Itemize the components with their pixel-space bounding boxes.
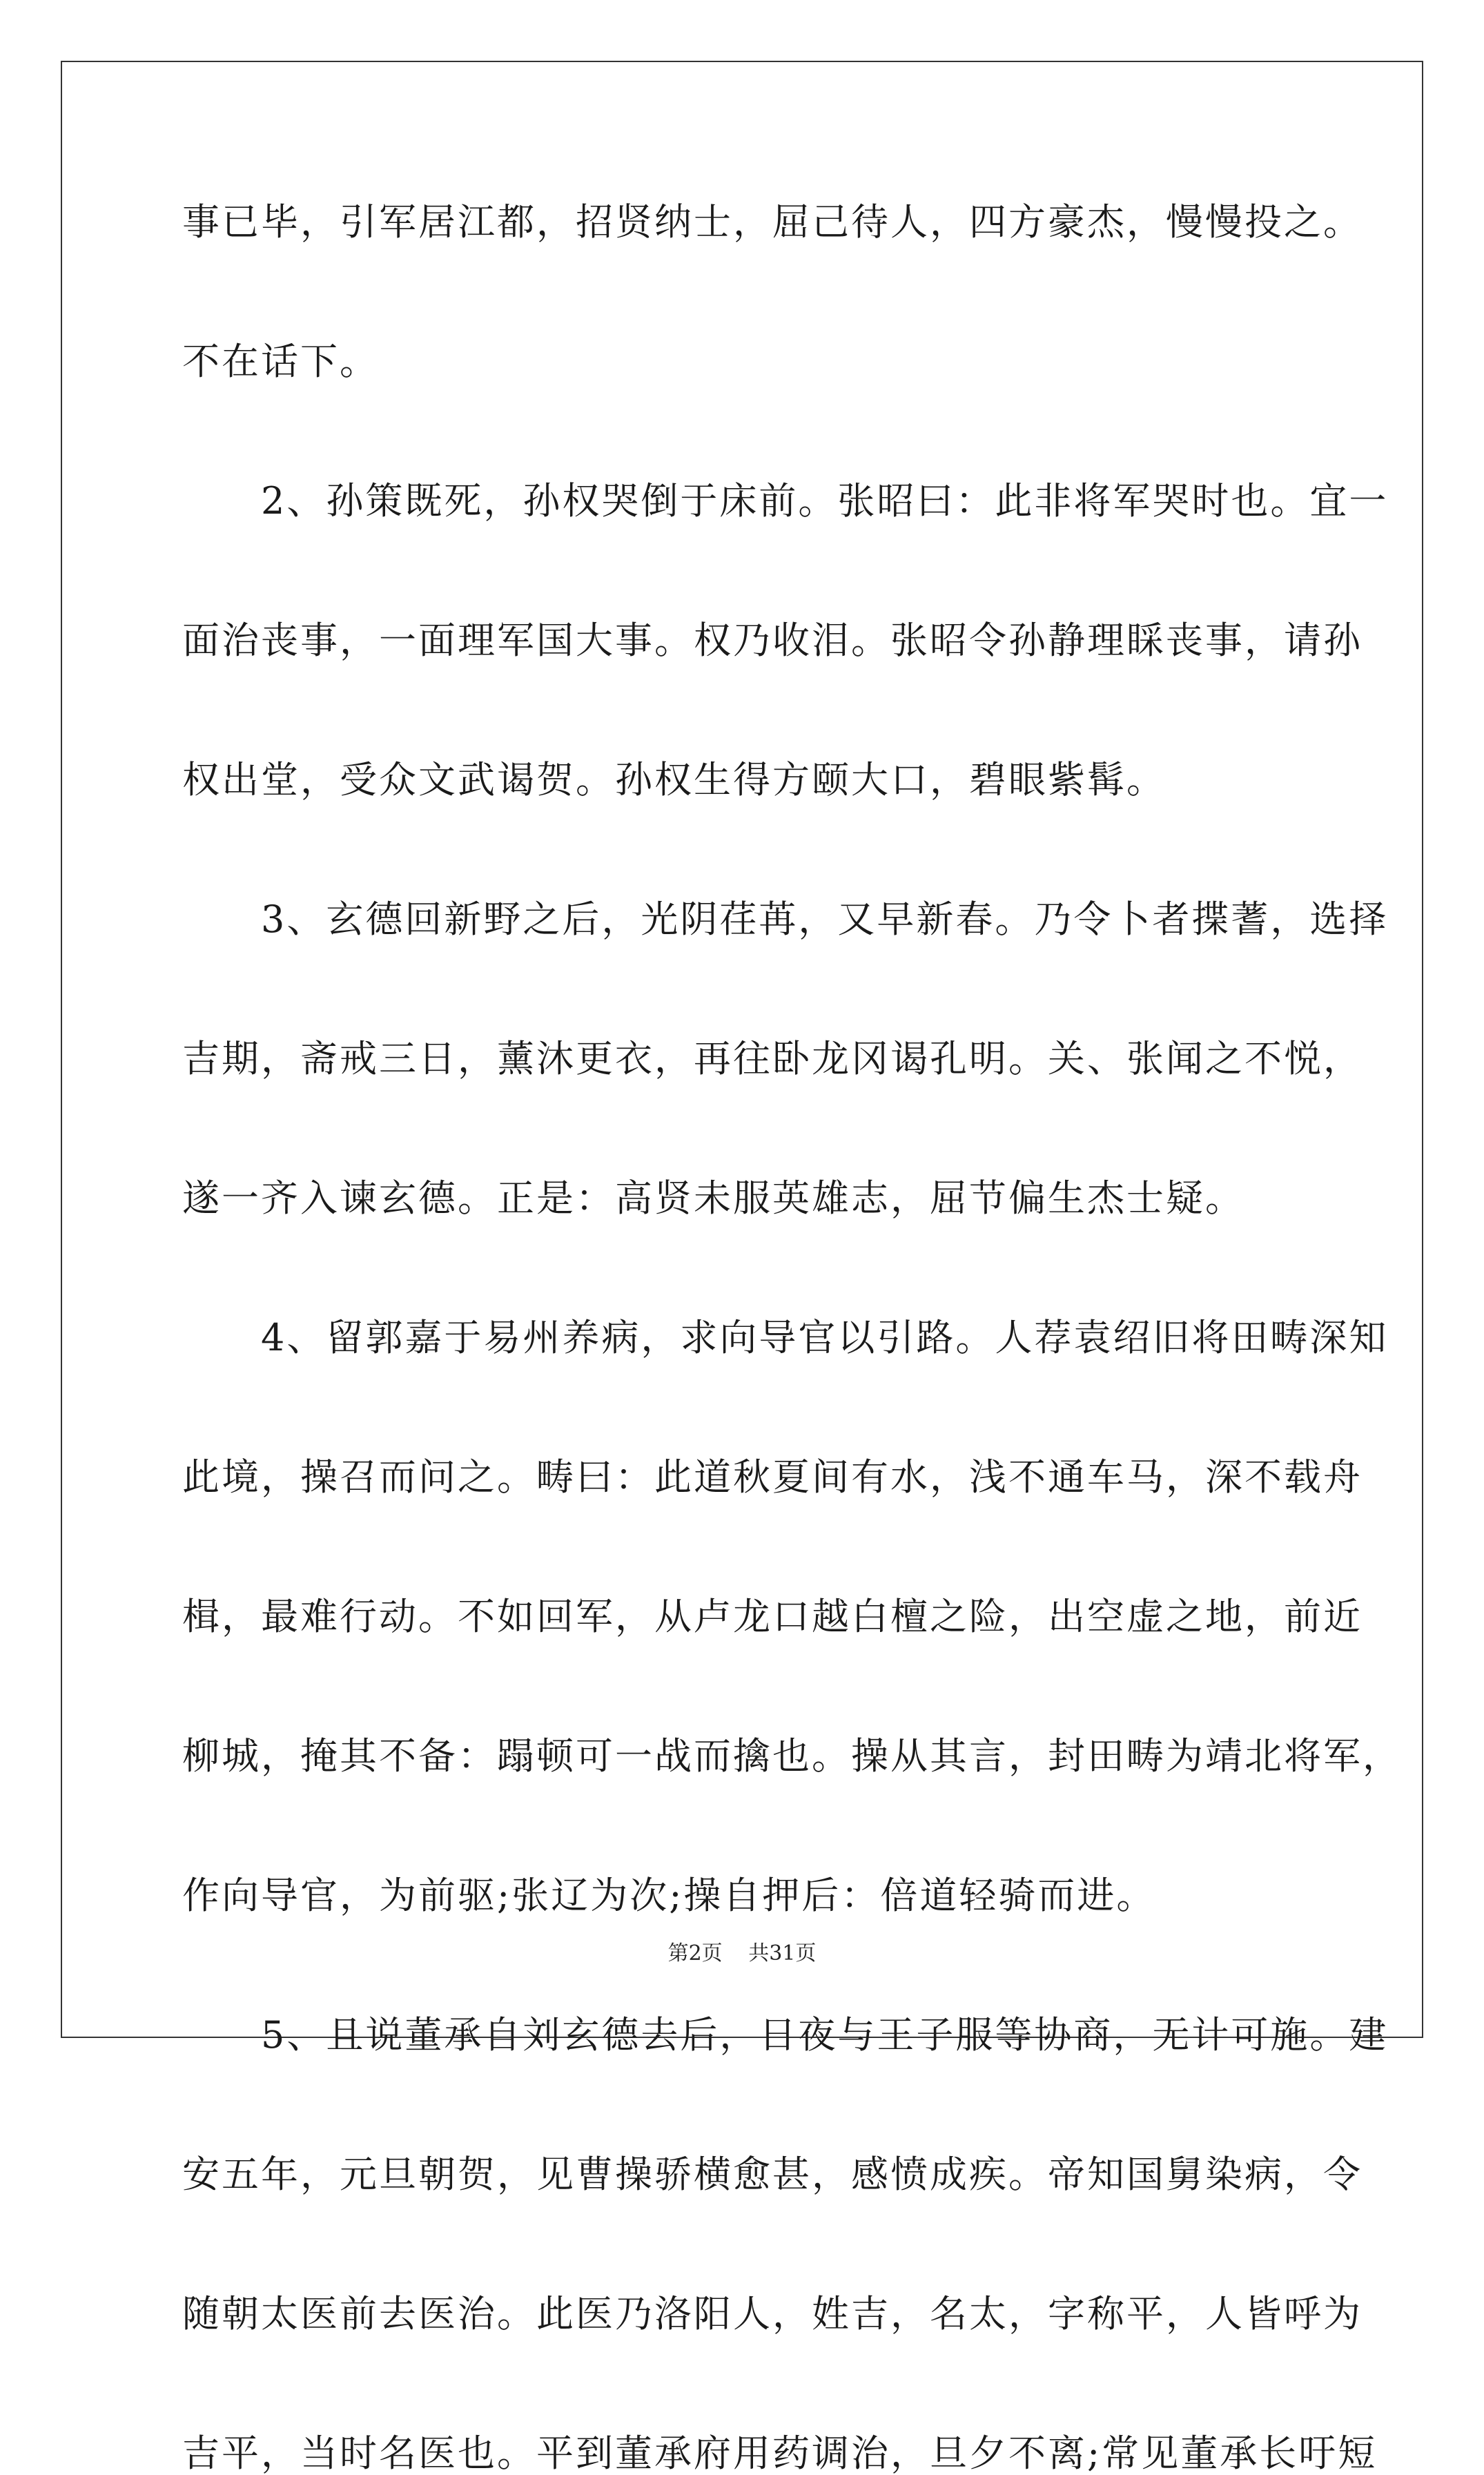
text-line: 吉期，斋戒三日，薰沐更衣，再往卧龙冈谒孔明。关、张闻之不悦， — [182, 1037, 1363, 1080]
page-footer — [0, 1941, 1484, 1966]
text-line: 2、孙策既死，孙权哭倒于床前。张昭曰：此非将军哭时也。宜一 — [182, 479, 1389, 523]
text-line: 吉平，当时名医也。平到董承府用药调治，旦夕不离;常见董承长吁短 — [182, 2432, 1378, 2475]
text-line: 事已毕，引军居江都，招贤纳士，屈己待人，四方豪杰，慢慢投之。 — [182, 200, 1363, 244]
text-line: 遂一齐入谏玄德。正是：高贤未服英雄志，屈节偏生杰士疑。 — [182, 1176, 1244, 1220]
page-number: 第2页 — [667, 1941, 723, 1966]
text-line: 5、且说董承自刘玄德去后，日夜与王子服等协商，无计可施。建 — [182, 2013, 1389, 2057]
text-line: 楫，最难行动。不如回军，从卢龙口越白檀之险，出空虚之地，前近 — [182, 1595, 1363, 1638]
text-line: 作向导官，为前驱;张辽为次;操自押后：倍道轻骑而进。 — [182, 1874, 1156, 1917]
text-line: 随朝太医前去医治。此医乃洛阳人，姓吉，名太，字称平，人皆呼为 — [182, 2292, 1363, 2336]
text-line: 此境，操召而问之。畴曰：此道秋夏间有水，浅不通车马，深不载舟 — [182, 1455, 1363, 1499]
text-line: 权出堂，受众文武谒贺。孙权生得方颐大口，碧眼紫髯。 — [182, 758, 1166, 802]
page-total: 共31页 — [748, 1941, 817, 1966]
text-line: 3、玄德回新野之后，光阴荏苒，又早新春。乃令卜者揲蓍，选择 — [182, 897, 1389, 941]
text-line: 面治丧事，一面理军国大事。权乃收泪。张昭令孙静理睬丧事，请孙 — [182, 619, 1363, 662]
text-line: 4、留郭嘉于易州养病，求向导官以引路。人荐袁绍旧将田畴深知 — [182, 1316, 1389, 1359]
document-body — [182, 200, 1402, 2475]
text-line: 安五年，元旦朝贺，见曹操骄横愈甚，感愤成疾。帝知国舅染病，令 — [182, 2153, 1363, 2196]
text-line: 柳城，掩其不备：蹋顿可一战而擒也。操从其言，封田畴为靖北将军， — [182, 1734, 1402, 1778]
text-line: 不在话下。 — [182, 340, 379, 383]
